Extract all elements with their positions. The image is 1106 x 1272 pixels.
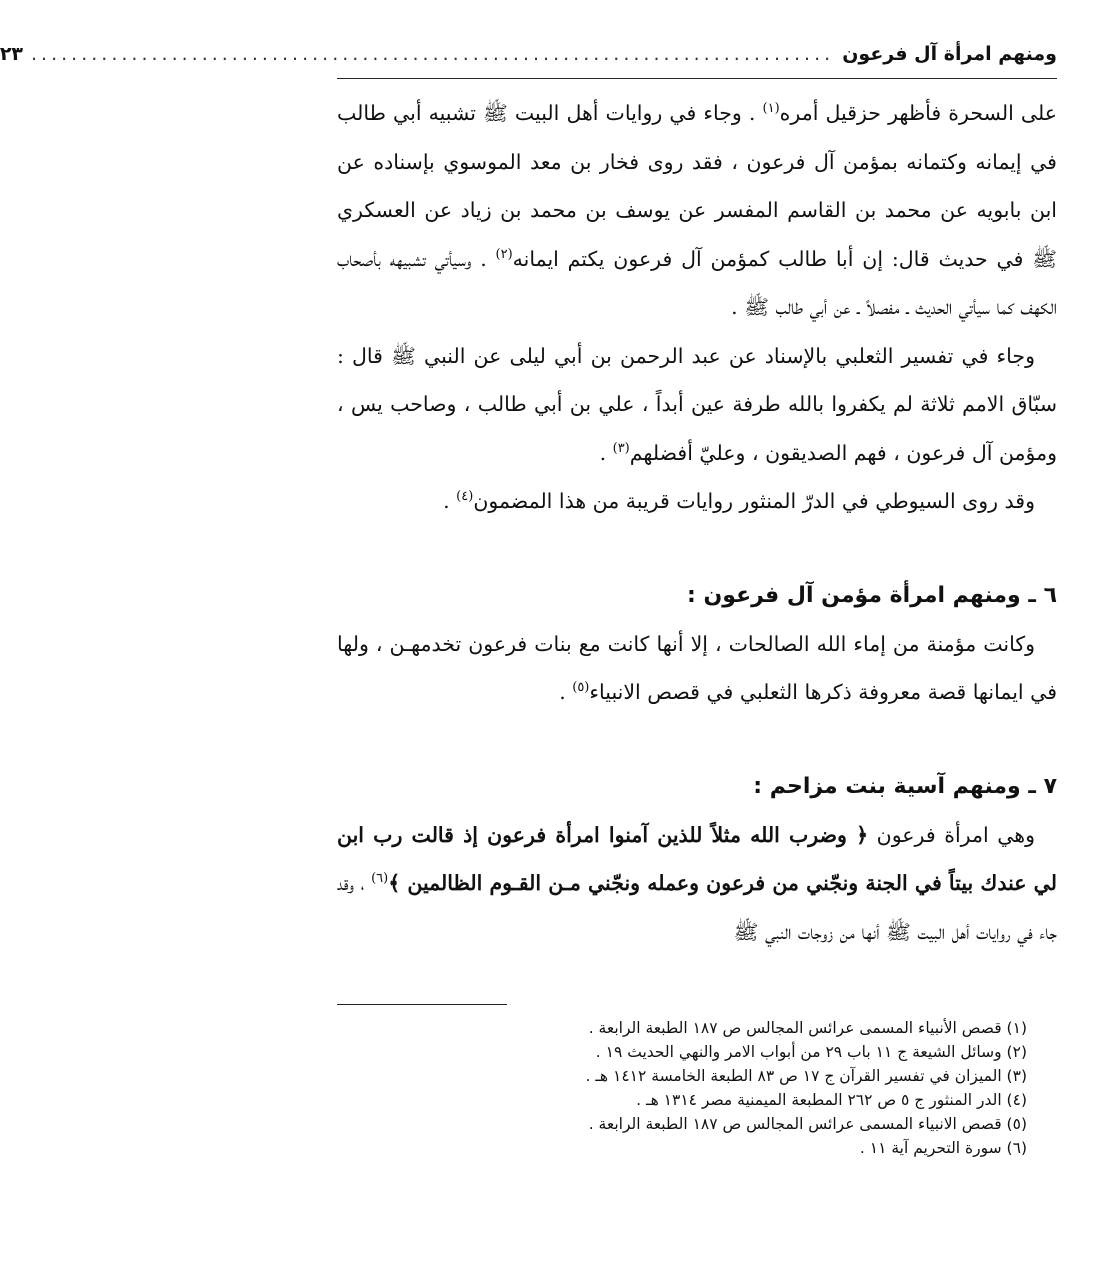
footnote-2: (٢) وسائل الشيعة ج ١١ باب ٢٩ من أبواب الامر والنهي الحديث ١٩ . [595,1043,1027,1061]
section-7-intro: وهي امرأة فرعون [868,822,1035,847]
page-number: ٢٣ [0,43,24,65]
section-7-paragraph [337,811,1057,957]
footnote-5: (٥) قصص الانبياء المسمى عرائس المجالس ص ١٨٧ الطبعة الرابعة . [588,1115,1027,1133]
section-6-text-a: وكانت مؤمنة من إماء الله الصالحات ، إلا أنها كانت مع بنات فرعون تخدمهـن ، ولها في ايمانها قصة معروفة ذكرها الثعلبي في قصص الانبياء [337,631,1057,704]
paragraph-1 [337,89,1057,332]
footnote-ref-3[interactable]: (٣) [612,440,630,456]
quran-verse: ﴿ وضرب الله مثلاً للذين آمنوا امرأة فرعون إذ قالت رب ابن لي عندك بيتاً في الجنة ونجّني من فرعون وعمله ونجّني مـن القـوم الظالمين ﴾ [337,822,1057,895]
paragraph-2-part-b: . [599,440,613,465]
section-7-heading: ٧ ـ ومنهم آسية بنت مزاحم : [753,773,1057,799]
body-text [337,89,1057,956]
book-page [0,30,1057,956]
footnotes [337,1016,1027,1160]
footnote-ref-6[interactable]: (٦) [371,871,389,887]
footnote-ref-4[interactable]: (٤) [456,489,474,505]
footnote-ref-5[interactable]: (٥) [572,680,590,696]
footnote-ref-1[interactable]: (١) [762,101,780,117]
footnote-divider [337,1004,507,1005]
paragraph-2-part-a: وجاء في تفسير الثعلبي بالإسناد عن عبد الرحمن بن أبي ليلى عن النبي ﷺ قال : سبّاق الامم ثلاثة لم يكفروا بالله طرفة عين أبداً ، علي بن أبي طالب ، وصاحب يس ، ومؤمن آل فرعون ، فهم الصديقون ، وعليّ أفضلهم [337,343,1057,465]
section-6-paragraph [337,620,1057,717]
header-leader-dots: ................................................................................ [31,43,835,65]
footnote-3: (٣) الميزان في تفسير القرآن ج ١٧ ص ٨٣ الطبعة الخامسة ١٤١٢ هـ . [585,1067,1027,1085]
running-title: ومنهم امرأة آل فرعون [842,43,1057,65]
paragraph-3 [337,477,1057,526]
section-7-tail: ، وقد جاء في روايات أهل البيت ﷺ أنها من زوجات النبي ﷺ [337,871,1057,944]
footnote-ref-2[interactable]: (٢) [495,246,513,262]
paragraph-3-part-b: . [443,489,457,513]
paragraph-1-part-b: . وجاء في روايات أهل البيت ﷺ تشبيه أبي طالب في إيمانه وكتمانه بمؤمن آل فرعون ، فقد روى فخار بن معد الموسوي بإسناده عن ابن بابويه عن محمد بن القاسم المفسر عن يوسف بن محمد بن زياد عن العسكري ﷺ في حديث قال: إن أبا طالب كمؤمن آل فرعون يكتم ايمانه [337,101,1057,271]
footnote-4: (٤) الدر المنثور ج ٥ ص ٢٦٢ المطبعة الميمنية مصر ١٣١٤ هـ . [636,1091,1027,1109]
paragraph-1-part-a: على السحرة فأظهر حزقيل أمره [779,101,1057,125]
section-6-text-b: . [559,680,573,704]
section-6-heading: ٦ ـ ومنهم امرأة مؤمن آل فرعون : [687,582,1057,608]
paragraph-3-part-a: وقد روى السيوطي في الدرّ المنثور روايات قريبة من هذا المضمون [473,489,1035,513]
footnote-1: (١) قصص الأنبياء المسمى عرائس المجالس ص ١٨٧ الطبعة الرابعة . [588,1019,1027,1037]
paragraph-2 [337,332,1057,478]
page-header [0,30,1057,79]
footnote-6: (٦) سورة التحريم آية ١١ . [859,1139,1027,1157]
paragraph-1-part-c: . وسيأتي تشبيهه بأصحاب الكهف كما سيأتي الحديث ـ مفصلاً ـ عن أبي طالب ﷺ . [337,246,1057,319]
